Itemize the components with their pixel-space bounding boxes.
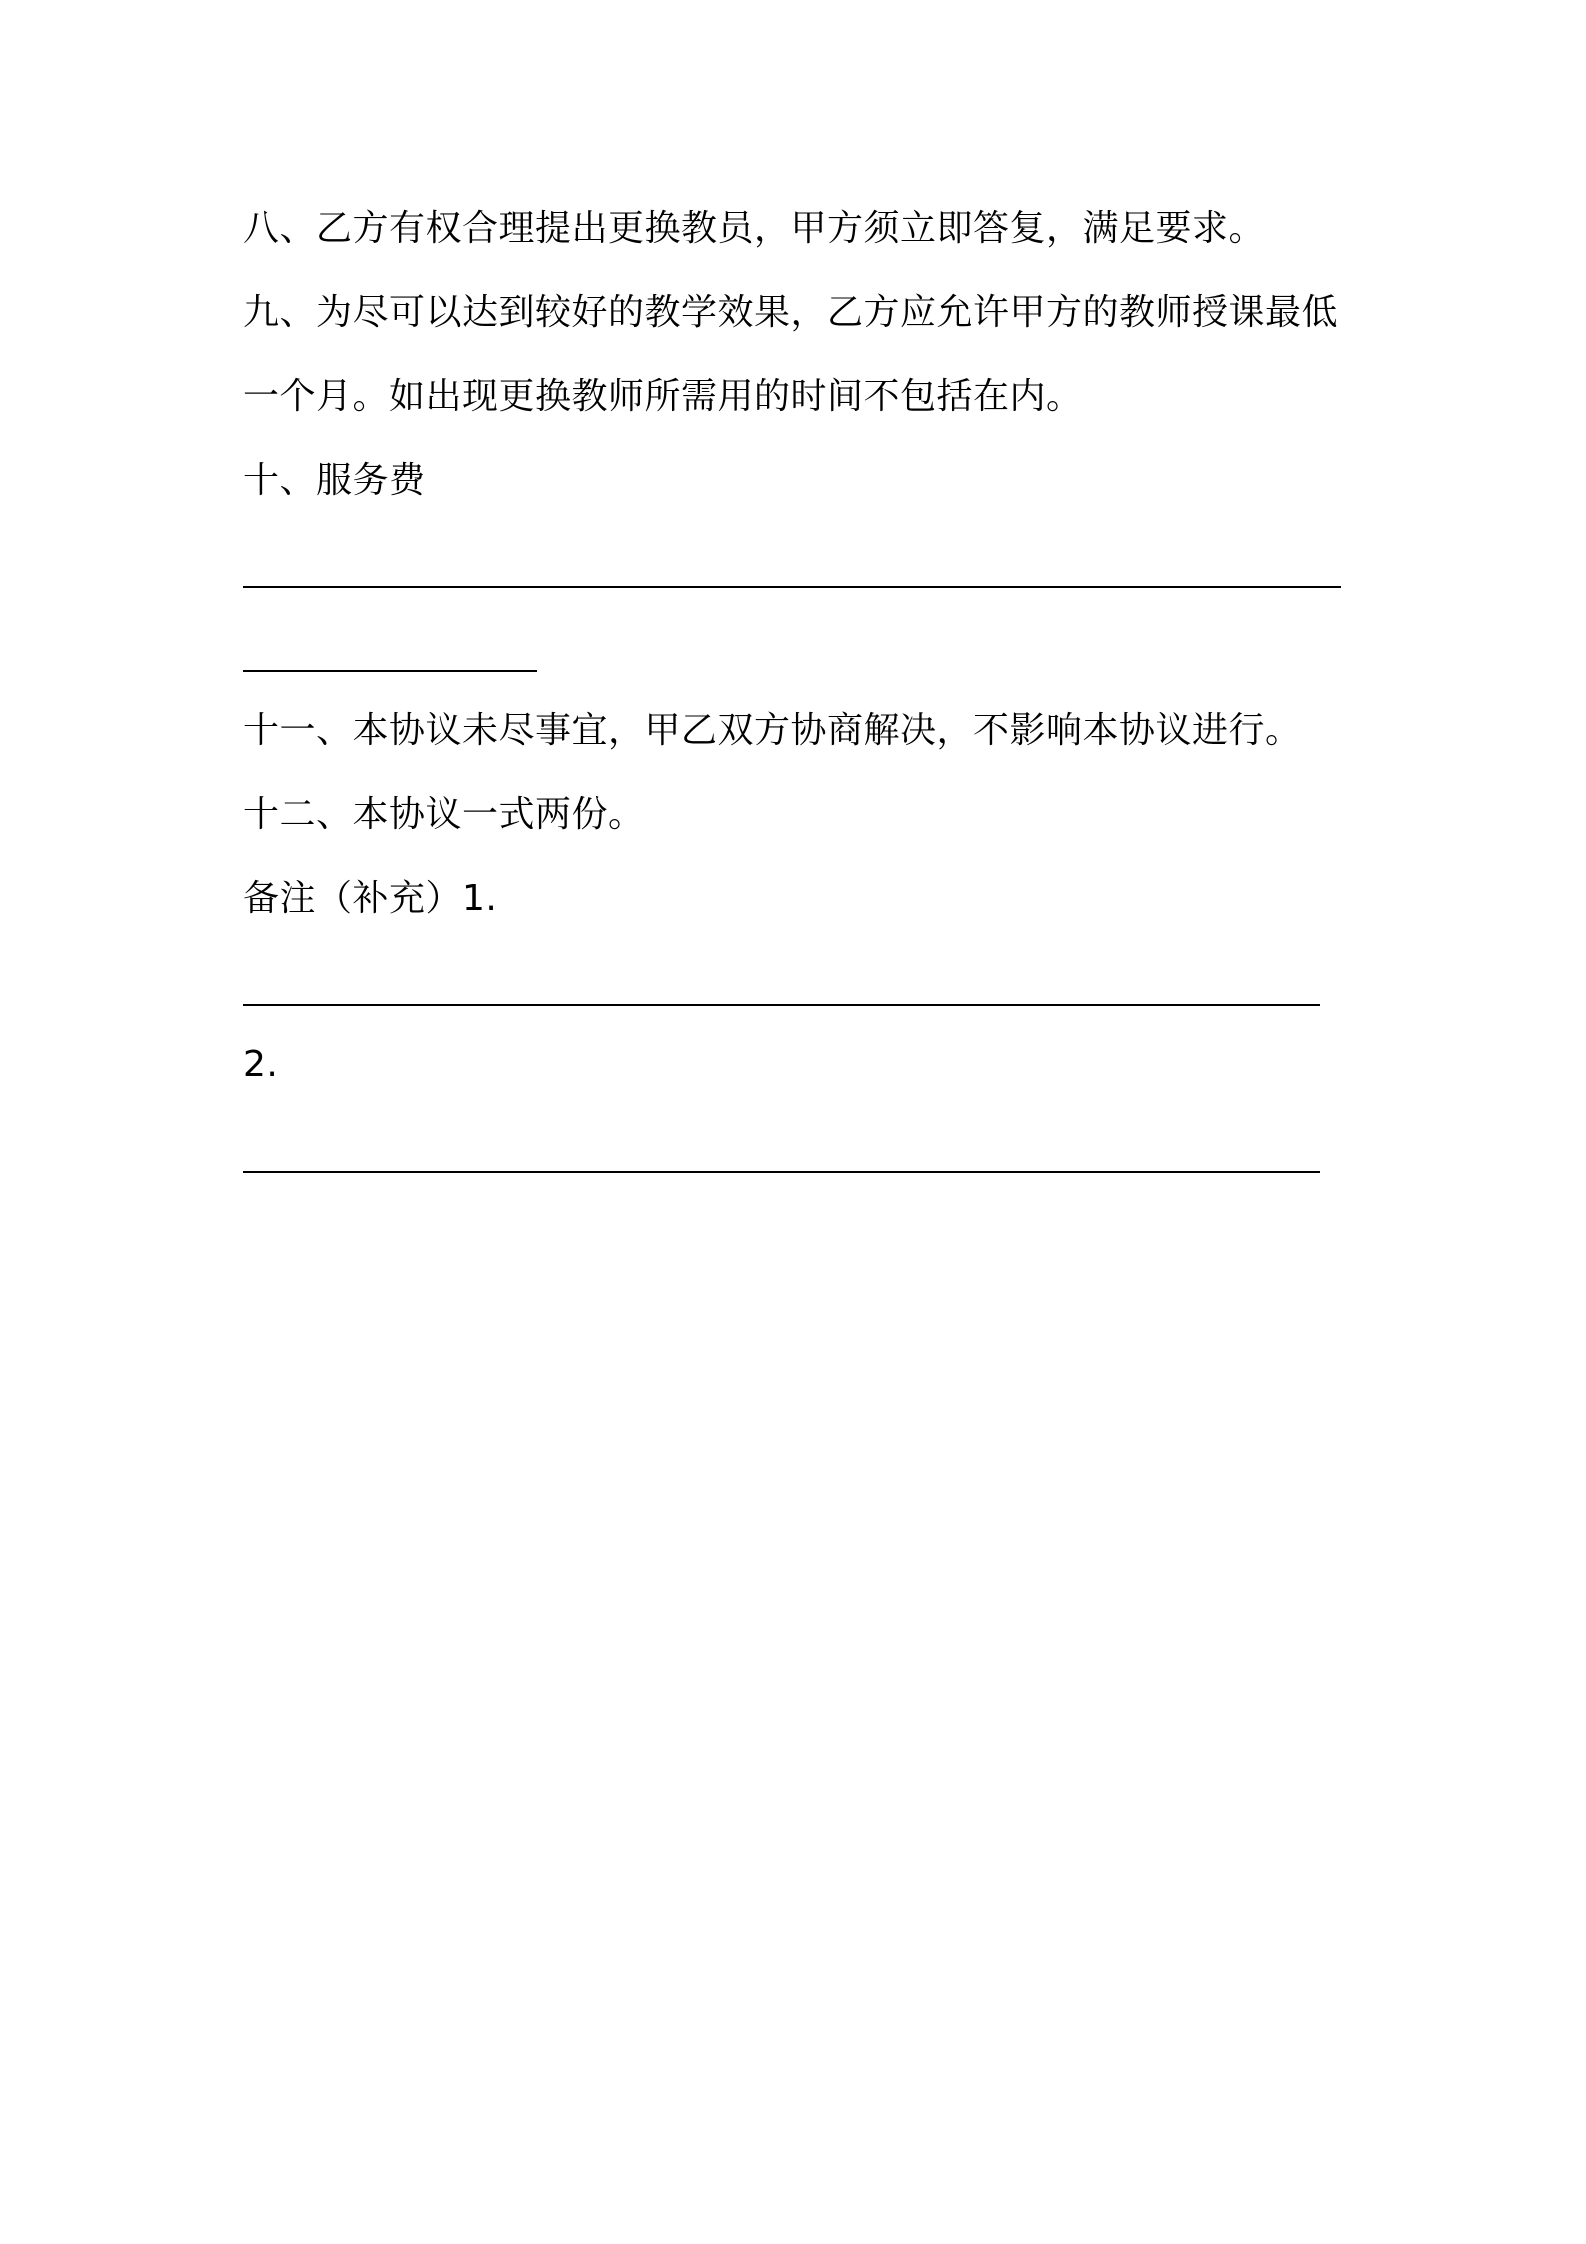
note-1-blank-line — [243, 1004, 1320, 1006]
note-2-blank-line — [243, 1171, 1320, 1173]
clause-12: 十二、本协议一式两份。 — [243, 794, 645, 835]
clause-8: 八、乙方有权合理提出更换教员，甲方须立即答复，满足要求。 — [243, 208, 1266, 249]
clause-9-line-2: 一个月。如出现更换教师所需用的时间不包括在内。 — [243, 376, 1083, 417]
note-2-label: 2. — [243, 1044, 279, 1085]
service-fee-blank-line-2 — [243, 670, 537, 672]
clause-11: 十一、本协议未尽事宜，甲乙双方协商解决，不影响本协议进行。 — [243, 710, 1302, 751]
service-fee-blank-line-1 — [243, 586, 1341, 588]
clause-10-service-fee: 十、服务费 — [243, 460, 426, 501]
note-1-label: 备注（补充）1. — [243, 878, 498, 919]
clause-9-line-1: 九、为尽可以达到较好的教学效果，乙方应允许甲方的教师授课最低 — [243, 292, 1339, 333]
